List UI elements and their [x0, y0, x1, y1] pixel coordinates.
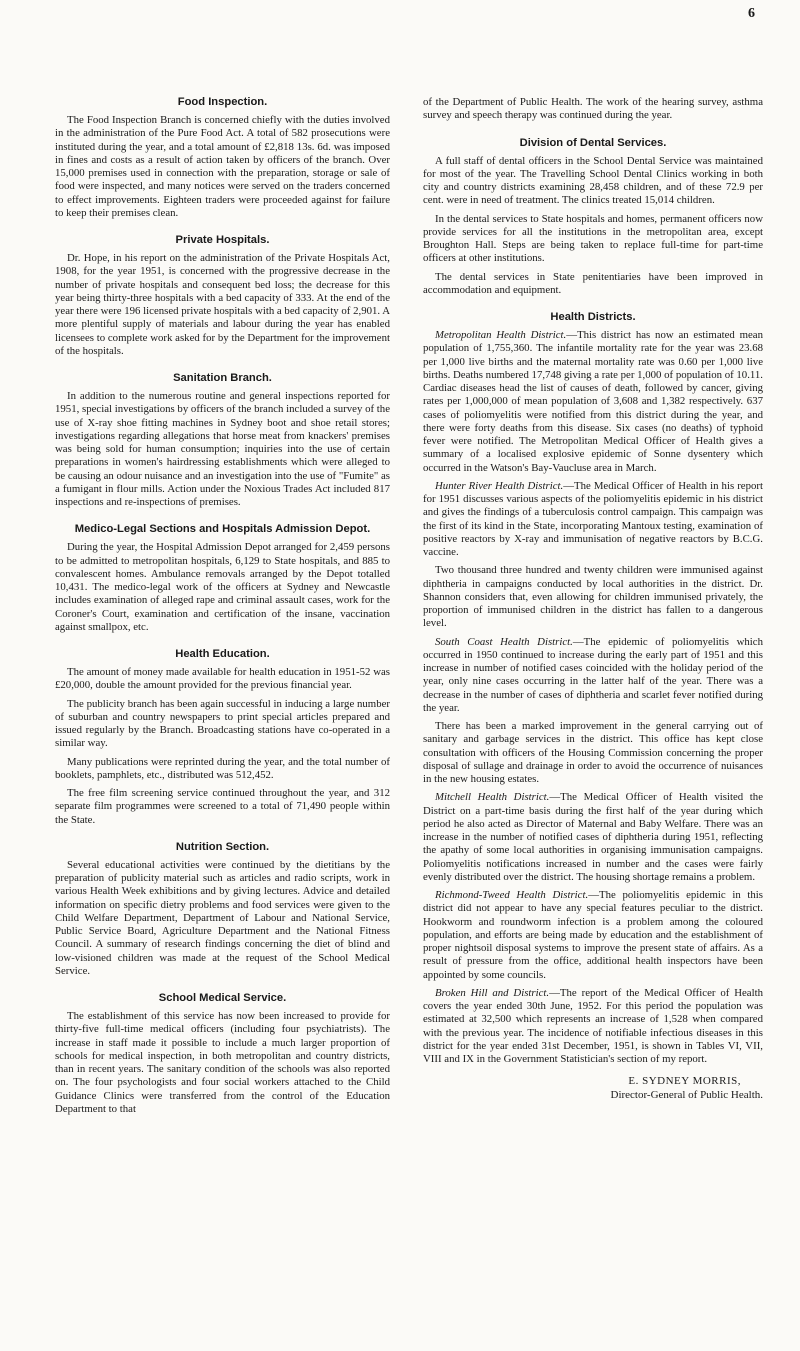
- paragraph: Dr. Hope, in his report on the administration of the Private Hospitals Act, 1908, for the year 1951, is concerned with the progressive decrease in the number of private hospitals and consequent bed loss; the decrease for this year being thirty-three hospitals with a bed capacity of 333. At the end of the year there were 196 licensed private hospitals with a bed capacity of 2,901. A more plentiful supply of materials and labour during the year has enabled licensees to complete work asked for by the Department for the improvement of the hospitals.: [55, 252, 390, 357]
- paragraph: [423, 155, 763, 208]
- right-column: [423, 96, 763, 1102]
- signature-block: [423, 1074, 763, 1102]
- section-health-districts: [423, 311, 763, 1066]
- paragraph-text: —The epidemic of poliomyelitis which occurred in 1950 continued to increase during the early part of 1951 and this increase in number of notified cases coincided with the holiday period of the year, only nine cases occurring in the latter half of the year. There was a decrease in the number of cases of diphtheria and scarlet fever notified during the year.: [423, 635, 763, 714]
- paragraph: [423, 720, 763, 786]
- district-name: Hunter River Health District.: [435, 479, 564, 492]
- section-school-medical-service: [55, 992, 390, 1116]
- paragraph: The free film screening service continued throughout the year, and 312 separate film programmes were screened to a total of 71,490 people within the State.: [55, 787, 390, 826]
- paragraph: [423, 213, 763, 266]
- paragraph: [423, 791, 763, 884]
- section-heading: School Medical Service.: [158, 992, 287, 1004]
- section-heading: Food Inspection.: [177, 96, 268, 108]
- section-food-inspection: [55, 96, 390, 220]
- district-name: Richmond-Tweed Health District.: [435, 889, 589, 901]
- section-sanitation-branch: [55, 372, 390, 509]
- section-heading: Medico-Legal Sections and Hospitals Admission Depot.: [74, 523, 371, 536]
- district-name: Mitchell Health District.: [435, 791, 550, 804]
- paragraph-text: There has been a marked improvement in the general carrying out of sanitary and garbage services in the district. This office has kept close consultation with officers of the Housing Commission concerning the proper disposal of sullage and drainage in order to avoid the occurrence of nuisances in the new housing estates.: [423, 720, 763, 785]
- page-number: 6: [748, 6, 755, 21]
- paragraph-text: The dental services in State penitentiaries have been improved in accommodation and equipment.: [423, 270, 763, 296]
- paragraph: In addition to the numerous routine and general inspections reported for 1951, special investigations by officers of the branch included a survey of the use of X-ray shoe fitting machines in Sydney boot and shoe retail stores; investigations regarding allegations that horse meat from knackers' premises was being sold for human consumption; inquiries into the use of certain preparations in women's hairdressing establishments which were alleged to be causing an odour nuisance and an investigation into the use of "Fumite" as a fumigant in flour mills. Action under the Noxious Trades Act included 817 inspections and re-inspections of premises.: [55, 390, 390, 508]
- paragraph-text: —The Medical Officer of Health in his report for 1951 discusses various aspects of the poliomyelitis epidemic in his district and gives the findings of a tuberculosis control campaign. This campaign was the first of its kind in the State, incorporating Mantoux testing, examination of positive reactors by X-ray and immunisation of negative reactors by B.C.G. vaccine.: [423, 479, 763, 558]
- paragraph-text: In the dental services to State hospitals and homes, permanent officers now provide services for all the institutions in the metropolitan area, except Broughton Hall. Steps are being taken to replace full-time for part-time officers at other institutions.: [423, 212, 763, 265]
- paragraph-text: —This district has now an estimated mean population of 1,755,360. The infantile mortality rate for the year was 23.68 per 1,000 live births and the maternal mortality rate was 0.60 per 1,000 live births. Deaths numbered 17,748 giving a rate per 1,000 of population of 10.11. Cardiac diseases head the list of causes of death, followed by cancer, giving rates per 1,000,000 of mean population of 3,608 and 1,382 respectively. 637 cases of poliomyelitis were notified from this district during the year, and there were forty deaths from this disease. Six cases (no deaths) of typhoid fever were notified. The Metropolitan Medical Officer of Health gives a summary of a localised explosive epidemic of Sonne dysentery which occurred in the Watson's Bay-Vaucluse area in March.: [423, 329, 763, 474]
- paragraph: The Food Inspection Branch is concerned chiefly with the duties involved in the administration of the Pure Food Act. A total of 582 prosecutions were instituted during the year, and a total amount of £2,818 13s. 6d. was imposed in fines and costs as a result of action taken by officers of the branch. Over 15,000 premises used in connection with the preparation, storage or sale of food were inspected, and many notices were served on the traders concerned to effect improvements. Eighteen traders were proceeded against for failure to keep their premises clean.: [55, 114, 390, 219]
- paragraph-text: —The poliomyelitis epidemic in this district did not appear to have any special features peculiar to the district. Hookworm and roundworm infection is a problem among the coloured population, and efforts are being made by education and the establishment of proper nightsoil disposal systems to improve the present state of affairs. As a result of pressure from the office, additional health inspectors have been appointed by some councils.: [423, 889, 763, 981]
- paragraph: [423, 480, 763, 560]
- section-heading: Health Education.: [175, 648, 270, 660]
- paragraph: [423, 987, 763, 1067]
- paragraph: The establishment of this service has now been increased to provide for thirty-five full-time medical officers (including four psychiatrists). The increase in staff made it possible to include a much larger proportion of schools for medical inspection, in both metropolitan and country districts, than in recent years. The sanitary condition of the schools was also reported on. The four psychologists and four social workers attached to the Child Guidance Clinics were transferred from the control of the Education Department to that: [55, 1010, 390, 1115]
- paragraph: The amount of money made available for health education in 1951-52 was £20,000, double the amount provided for the previous financial year.: [55, 666, 390, 692]
- section-heading: Division of Dental Services.: [519, 136, 667, 149]
- paragraph: The publicity branch has been again successful in inducing a large number of suburban and country newspapers to print special articles prepared and issued regularly by the Branch. Broadcasting stations have co-operated in a similar way.: [55, 697, 390, 750]
- section-health-education: [55, 648, 390, 827]
- paragraph: [423, 271, 763, 298]
- section-division-of-dental-services: [423, 137, 763, 298]
- paragraph: [423, 96, 763, 123]
- section-heading: Sanitation Branch.: [173, 372, 272, 384]
- paragraph: [423, 889, 763, 982]
- paragraph: [423, 329, 763, 475]
- paragraph: [423, 564, 763, 630]
- district-name: Broken Hill and District.: [435, 986, 550, 999]
- paragraph: Many publications were reprinted during the year, and the total number of booklets, pamphlets, etc., distributed was 512,452.: [55, 755, 390, 781]
- paragraph-text: A full staff of dental officers in the School Dental Service was maintained for most of the year. The Travelling School Dental Clinics working in both city and country districts examining 28,458 children, and of these 72.9 per cent. were in need of treatment. The clinics treated 15,014 children.: [423, 154, 763, 207]
- paragraph-text: Two thousand three hundred and twenty children were immunised against diphtheria in campaigns conducted by local authorities in the district. Dr. Shannon considers that, even allowing for children immunised privately, the proportion of immunised children in the district has fallen to a dangerous level.: [423, 564, 763, 630]
- section-heading: Health Districts.: [550, 311, 636, 323]
- section-private-hospitals: [55, 234, 390, 358]
- district-name: Metropolitan Health District.: [435, 329, 567, 341]
- section-medico-legal-sections-and-hospitals-admission-depot: [55, 523, 390, 634]
- section-nutrition-section: [55, 841, 390, 978]
- paragraph: [423, 636, 763, 716]
- paragraph-text: of the Department of Public Health. The work of the hearing survey, asthma survey and speech therapy was continued during the year.: [423, 96, 763, 122]
- paragraph-text: —The report of the Medical Officer of Health covers the year ended 30th June, 1952. For this period the population was estimated at 32,500 which represents an increase of 1,528 when compared with the previous year. The incidence of notifiable infectious diseases in this district for the year ended 31st December, 1951, is shown in Tables VI, VII, VIII and IX in the Government Statistician's section of my report.: [423, 986, 763, 1065]
- signatory-title: Director-General of Public Health.: [610, 1089, 763, 1102]
- section-heading: Nutrition Section.: [175, 840, 270, 853]
- signatory-name: E. SYDNEY MORRIS,: [628, 1075, 741, 1088]
- paragraph: During the year, the Hospital Admission Depot arranged for 2,459 persons to be admitted to metropolitan hospitals, 6,129 to State hospitals, and 885 to convalescent homes. Ambulance removals arranged by the Depot totalled 10,431. The medico-legal work of the officers at Sydney and Newcastle includes examination of alleged rape and criminal assault cases, work for the Coroner's Court, examination and certification of the insane, vaccination against smallpox, etc.: [55, 541, 390, 633]
- section-continued-text: [423, 96, 763, 123]
- section-heading: Private Hospitals.: [175, 234, 270, 246]
- district-name: South Coast Health District.: [435, 635, 573, 648]
- paragraph: Several educational activities were continued by the dietitians by the preparation of publicity material such as articles and radio scripts, work in various Health Week exhibitions and by giving lectures. Advice and detailed information on specific dietry problems and food services were given to the Child Welfare Department, Department of Labour and National Service, Public Service Board, Agriculture Department and the National Fitness Council. A summary of research findings concerning the diet of blind and low-visioned children was made at the request of the School Medical Service.: [55, 858, 390, 977]
- paragraph-text: —The Medical Officer of Health visited the District on a part-time basis during the first half of the year during which period he also acted as Director of Maternal and Baby Welfare. There was an increase in the number of notified cases of diphtheria during 1951, reflecting the apathy of some local authorities in organising immunisation campaigns. Poliomyelitis notifications increased in number and the cases were fairly evenly distributed over the district. The housing shortage remains a problem.: [423, 791, 763, 883]
- left-column: [55, 96, 390, 1121]
